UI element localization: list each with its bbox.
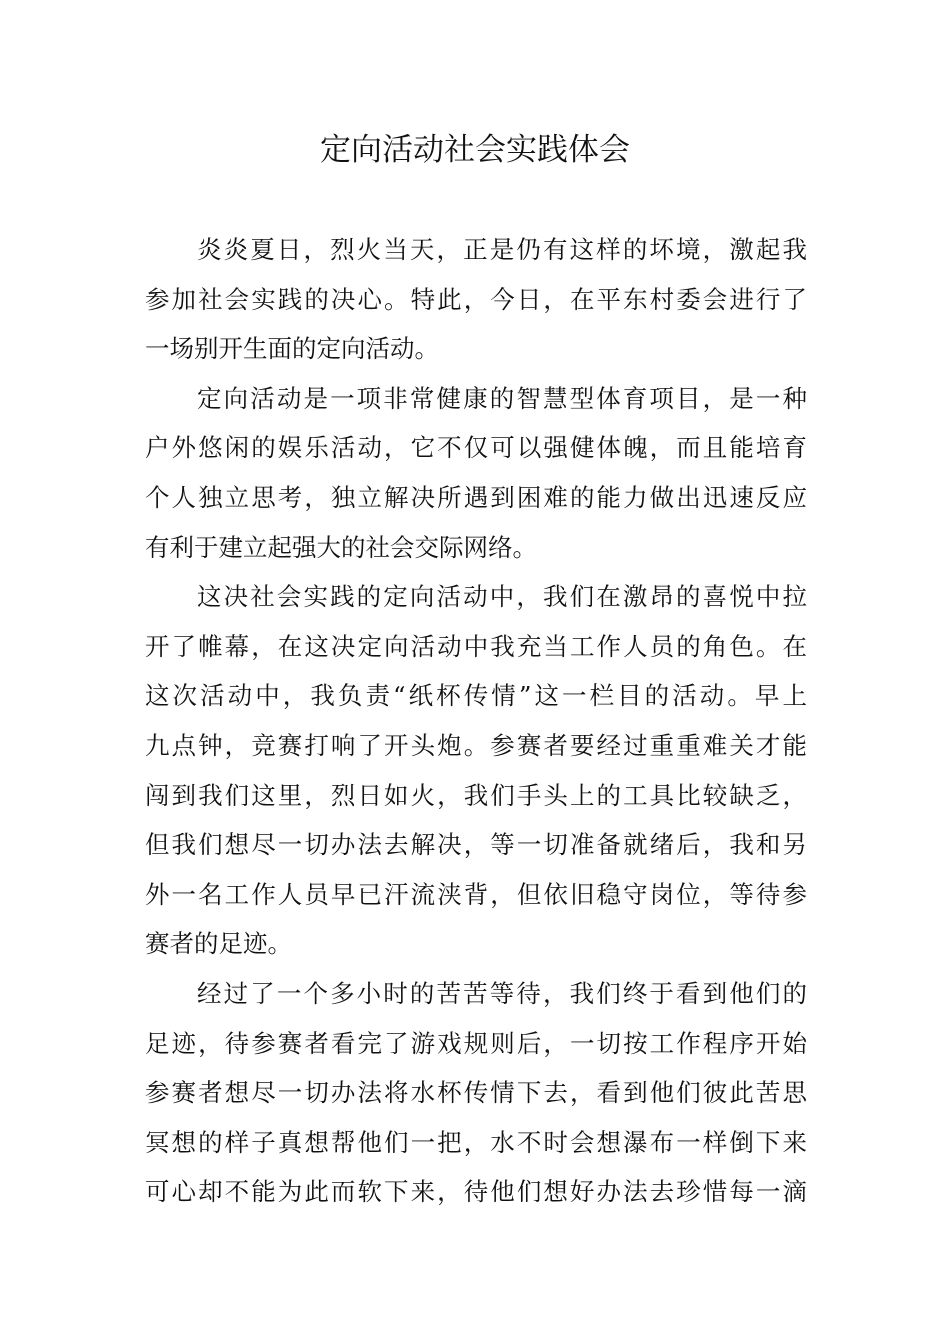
paragraph-2-line-2: 户外悠闲的娱乐活动，它不仅可以强健体魄，而且能培育 [145, 433, 807, 463]
paragraph-4-line-1: 经过了一个多小时的苦苦等待，我们终于看到他们的 [197, 978, 807, 1008]
paragraph-1-line-2: 参加社会实践的决心。特此，今日，在平东村委会进行了 [145, 284, 807, 314]
paragraph-4-line-4: 冥想的样子真想帮他们一把，水不时会想瀑布一样倒下来 [145, 1127, 807, 1157]
paragraph-3-line-4: 九点钟，竞赛打响了开头炮。参赛者要经过重重难关才能 [145, 730, 807, 760]
paragraph-3-line-6: 但我们想尽一切办法去解决，等一切准备就绪后，我和另 [145, 830, 807, 860]
paragraph-4-line-3: 参赛者想尽一切办法将水杯传情下去，看到他们彼此苦思 [145, 1078, 807, 1108]
document-title: 定向活动社会实践体会 [320, 132, 630, 168]
document-body [145, 225, 807, 1217]
paragraph-3-line-8: 赛者的足迹。 [145, 929, 292, 959]
paragraph-3-line-3: 这次活动中，我负责“纸杯传情”这一栏目的活动。早上 [145, 681, 807, 711]
paragraph-4-line-5: 可心却不能为此而软下来，待他们想好办法去珍惜每一滴 [145, 1177, 807, 1207]
paragraph-3-line-1: 这决社会实践的定向活动中，我们在激昂的喜悦中拉 [197, 582, 807, 612]
paragraph-3-line-5: 闯到我们这里，烈日如火，我们手头上的工具比较缺乏， [145, 780, 807, 810]
paragraph-2-line-3: 个人独立思考，独立解决所遇到困难的能力做出迅速反应 [145, 482, 807, 512]
paragraph-4-line-2: 足迹，待参赛者看完了游戏规则后，一切按工作程序开始 [145, 1028, 807, 1058]
paragraph-2-line-4: 有利于建立起强大的社会交际网络。 [145, 532, 537, 562]
paragraph-1-line-3: 一场别开生面的定向活动。 [145, 334, 439, 364]
paragraph-1-line-1: 炎炎夏日，烈火当天，正是仍有这样的坏境，激起我 [197, 235, 807, 264]
paragraph-2-line-1: 定向活动是一项非常健康的智慧型体育项目，是一种 [197, 383, 807, 413]
paragraph-3-line-7: 外一名工作人员早已汗流浃背，但依旧稳守岗位，等待参 [145, 879, 807, 909]
paragraph-3-line-2: 开了帷幕，在这决定向活动中我充当工作人员的角色。在 [145, 631, 807, 661]
